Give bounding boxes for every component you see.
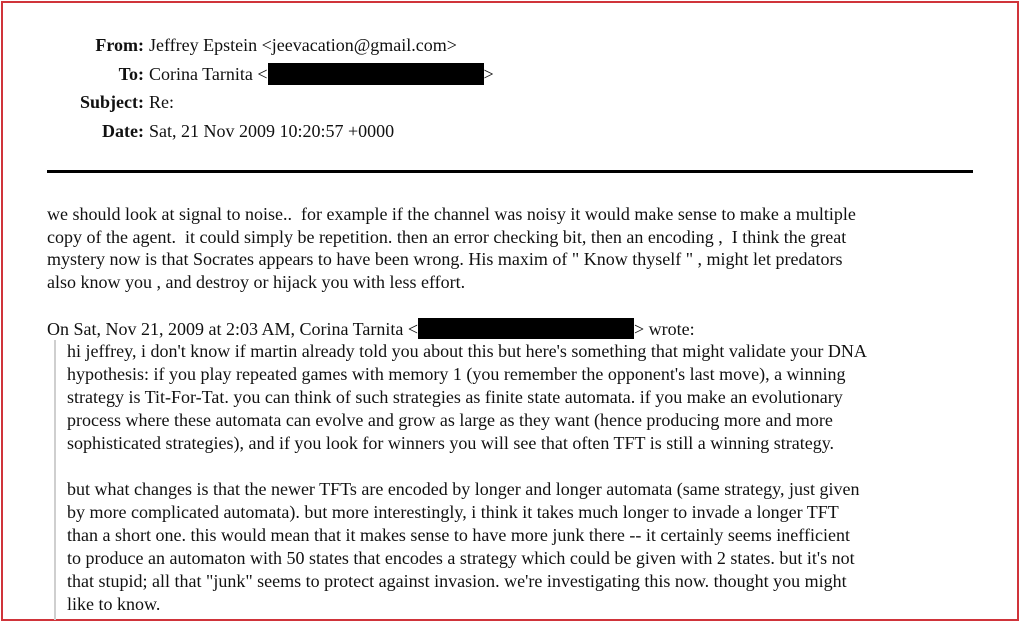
email-header xyxy=(40,34,494,148)
quoted-line: but what changes is that the newer TFTs are encoded by longer and longer automata (same strategy, just given xyxy=(67,479,860,499)
message-body xyxy=(47,203,987,294)
subject-label: Subject: xyxy=(80,92,144,112)
from-row xyxy=(40,34,494,63)
header-divider xyxy=(47,170,973,173)
quoted-line: like to know. xyxy=(67,594,161,614)
quoted-line: sophisticated strategies), and if you look for winners you will see that often TFT is still a winning strategy. xyxy=(67,433,835,453)
date-row xyxy=(40,120,494,149)
quoted-line: that stupid; all that "junk" seems to protect against invasion. we're investigating this now. thought you might xyxy=(67,571,847,591)
quoted-line: strategy is Tit-For-Tat. you can think of such strategies as finite state automata. if you make an evolutionary xyxy=(67,387,843,407)
attribution-wrote: > wrote: xyxy=(634,319,695,339)
subject-row xyxy=(40,91,494,120)
quoted-line: hypothesis: if you play repeated games with memory 1 (you remember the opponent's last move), a winning xyxy=(67,364,846,384)
redaction-box xyxy=(268,63,484,85)
quoted-line: to produce an automaton with 50 states that encodes a strategy which could be given with 2 states. but it's not xyxy=(67,548,855,568)
date-value: Sat, 21 Nov 2009 10:20:57 +0000 xyxy=(149,120,395,141)
subject-value: Re: xyxy=(149,92,174,112)
message-line: copy of the agent. it could simply be repetition. then an error checking bit, then an encoding , I think the great xyxy=(47,226,847,247)
from-value: Jeffrey Epstein <jeevacation@gmail.com> xyxy=(149,35,457,55)
quoted-line: than a short one. this would mean that it makes sense to have more junk there -- it certainly seems inefficient xyxy=(67,525,850,545)
redaction-box xyxy=(418,318,634,339)
to-value xyxy=(149,63,494,85)
message-line: also know you , and destroy or hijack you with less effort. xyxy=(47,272,466,293)
quoted-line: by more complicated automata). but more interestingly, i think it takes much longer to invade a longer TFT xyxy=(67,502,839,522)
date-label: Date: xyxy=(102,120,144,141)
message-line: we should look at signal to noise.. for example if the channel was noisy it would make sense to make a multiple xyxy=(47,204,856,224)
message-line: mystery now is that Socrates appears to have been wrong. His maxim of " Know thyself " , might let predators xyxy=(47,249,843,270)
paragraph-gap xyxy=(67,455,867,478)
quoted-line: hi jeffrey, i don't know if martin already told you about this but here's something that might validate your DNA xyxy=(67,341,867,361)
quoted-line: process where these automata can evolve and grow as large as they want (hence producing more and more xyxy=(67,410,833,430)
to-name: Corina Tarnita < xyxy=(149,63,268,84)
from-label: From: xyxy=(95,35,144,55)
to-close: > xyxy=(483,63,494,84)
to-row xyxy=(40,63,494,92)
quoted-text xyxy=(67,340,867,616)
quote-attribution xyxy=(47,318,695,340)
attribution-text: On Sat, Nov 21, 2009 at 2:03 AM, Corina Tarnita < xyxy=(47,319,419,339)
to-label: To: xyxy=(118,63,144,84)
quoted-message xyxy=(54,340,996,620)
